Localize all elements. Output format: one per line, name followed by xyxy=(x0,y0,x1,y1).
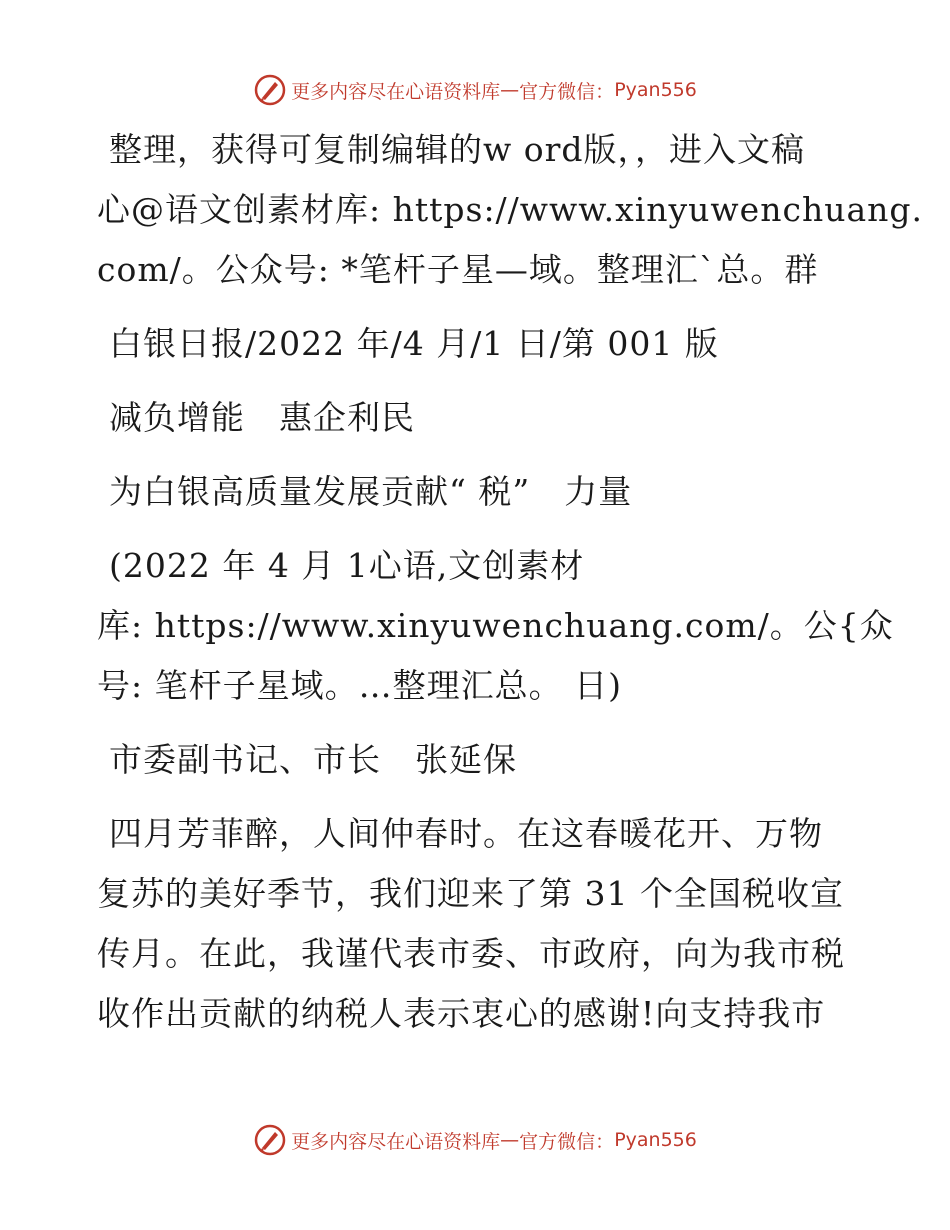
headline-primary: 减负增能 惠企利民 xyxy=(109,398,415,437)
paragraph-line: 收作出贡献的纳税人表示衷心的感谢!向支持我市 xyxy=(97,994,826,1033)
paragraph-line: 四月芳菲醉，人间仲春时。在这春暖花开、万物 xyxy=(109,814,823,853)
feather-pen-seal-icon xyxy=(253,73,287,107)
wechat-id: Pyan556 xyxy=(614,79,697,101)
watermark-text: 更多内容尽在心语资料库 xyxy=(291,80,501,103)
wechat-id: Pyan556 xyxy=(614,1129,697,1151)
watermark-separator: — xyxy=(500,79,520,101)
intro-line: 心@语文创素材库: https://www.xinyuwenchuang. xyxy=(97,190,923,229)
footer-watermark xyxy=(0,1120,950,1160)
feather-pen-seal-icon xyxy=(253,1123,287,1157)
dateline: 号: 笔杆子星域。…整理汇总。 日) xyxy=(97,666,622,705)
headline-secondary: 为白银高质量发展贡献“ 税” 力量 xyxy=(109,472,633,511)
watermark-text: 更多内容尽在心语资料库 xyxy=(291,1130,501,1153)
dateline: (2022 年 4 月 1心语,文创素材 xyxy=(109,546,585,585)
author-line: 市委副书记、市长 张延保 xyxy=(109,740,517,779)
paragraph-line: 复苏的美好季节，我们迎来了第 31 个全国税收宣 xyxy=(97,874,844,913)
intro-line: 整理，获得可复制编辑的w ord版，，进入文稿 xyxy=(109,130,806,169)
wechat-label: 官方微信： xyxy=(519,80,615,103)
header-watermark xyxy=(0,70,950,110)
wechat-label: 官方微信： xyxy=(519,1130,615,1153)
document-body xyxy=(97,120,923,1044)
watermark-separator: — xyxy=(500,1129,520,1151)
paragraph-line: 传月。在此，我谨代表市委、市政府，向为我市税 xyxy=(97,934,845,973)
dateline: 库: https://www.xinyuwenchuang.com/。公{众 xyxy=(97,606,894,645)
intro-line: com/。公众号: *笔杆子星—域。整理汇`总。群 xyxy=(97,250,819,289)
publication-meta: 白银日报/2022 年/4 月/1 日/第 001 版 xyxy=(109,324,719,363)
